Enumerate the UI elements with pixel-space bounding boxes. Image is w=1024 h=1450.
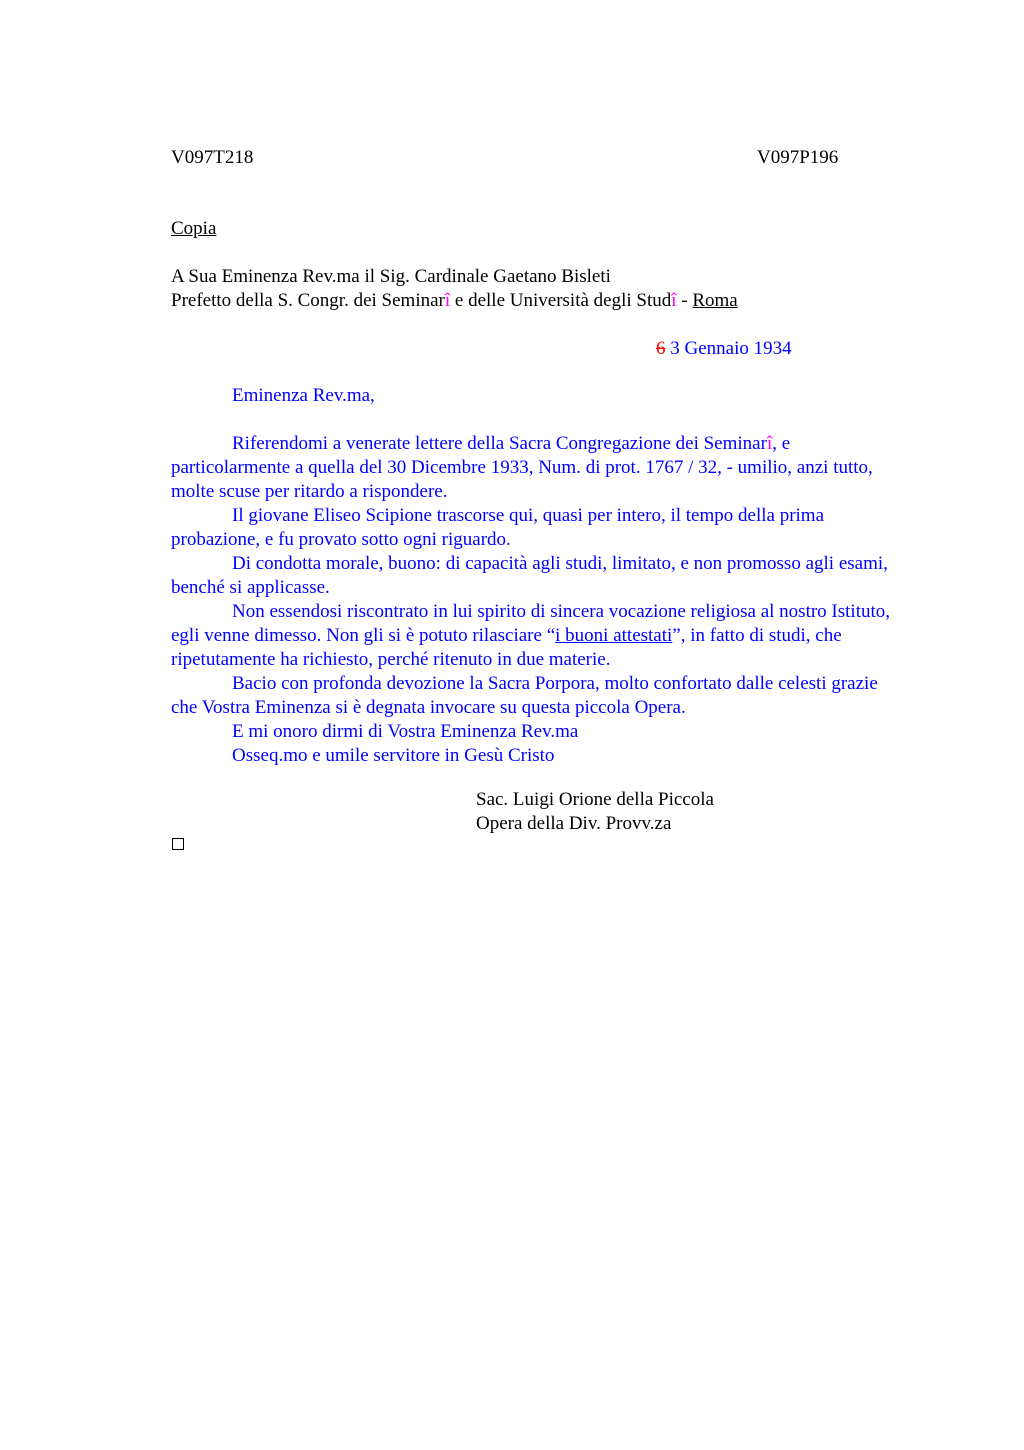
checkbox-square-icon [172,838,184,850]
header-left-code: V097T218 [171,147,254,168]
recipient-line-2-part-b: e delle Università degli Stud [450,290,672,311]
copia-label: Copia [171,218,217,239]
recipient-line-1: A Sua Eminenza Rev.ma il Sig. Cardinale Gaetano Bisleti [171,266,611,287]
signature-line-2: Opera della Div. Provv.za [476,813,672,834]
paragraph-4-part-b: ”, in fatto di studi, che ripetutamente ha richiesto, perché ritenuto in due materie. [171,625,842,670]
header-right-code: V097P196 [757,147,839,168]
salutation: Eminenza Rev.ma, [232,385,375,406]
closing-line-1: E mi onoro dirmi di Vostra Eminenza Rev.ma [232,721,579,742]
underlined-attestati: i buoni attestati [555,625,673,646]
letter-date [656,337,792,361]
paragraph-1-part-b: , e particolarmente a quella del 30 Dicembre 1933, Num. di prot. 1767 / 32, - umilio, anzi tutto, molte scuse per ritardo a rispondere. [171,433,873,502]
date-struck-digit: 6 [656,338,666,359]
accent-i-3: î [766,433,773,454]
paragraph-2: Il giovane Eliseo Scipione trascorse qui, quasi per intero, il tempo della prima probazione, e fu provato sotto ogni riguardo. [171,505,825,550]
paragraph-1 [171,432,891,504]
paragraph-5: Bacio con profonda devozione la Sacra Porpora, molto confortato dalle celesti grazie che Vostra Eminenza si è degnata invocare su questa piccola Opera. [171,673,878,718]
paragraph-4 [171,600,891,672]
paragraph-4-part-a: Non essendosi riscontrato in lui spirito di sincera vocazione religiosa al nostro Istituto, egli venne dimesso. Non gli si è potuto rilasciare “ [171,601,891,646]
recipient-city: Roma [692,290,738,311]
signature-line-1: Sac. Luigi Orione della Piccola [476,789,714,810]
recipient-line-2-part-a: Prefetto della S. Congr. dei Seminar [171,290,445,311]
date-text: 3 Gennaio 1934 [665,338,792,359]
paragraph-1-part-a: Riferendomi a venerate lettere della Sacra Congregazione dei Seminar [232,433,767,454]
accent-i-1: î [444,290,451,311]
letter-body [171,432,891,768]
accent-i-2: î [671,290,677,311]
recipient-line-2-part-c: - [676,290,693,311]
recipient-line-2 [171,289,738,313]
paragraph-3: Di condotta morale, buono: di capacità agli studi, limitato, e non promosso agli esami, benché si applicasse. [171,553,888,598]
closing-line-2: Osseq.mo e umile servitore in Gesù Cristo [232,745,555,766]
